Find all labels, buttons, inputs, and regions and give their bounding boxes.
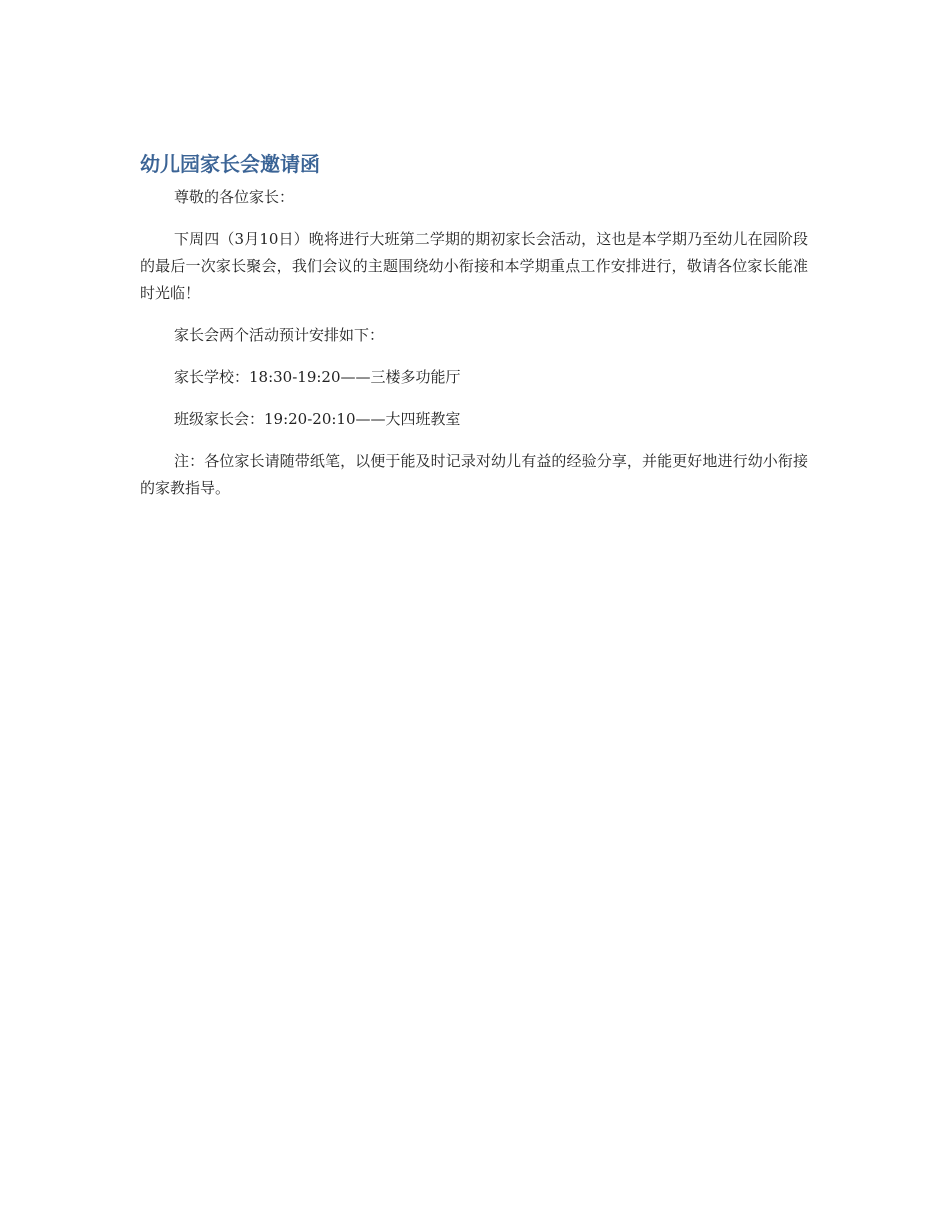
- paragraph-class-meeting: 班级家长会：19:20-20:10——大四班教室: [174, 410, 461, 428]
- paragraph-intro: 下周四（3月10日）晚将进行大班第二学期的期初家长会活动，这也是本学期乃至幼儿在园阶段的最后一次家长聚会，我们会议的主题围绕幼小衔接和本学期重点工作安排进行，敬请各位家长能准时光临！: [140, 230, 808, 302]
- paragraph-note: 注：各位家长请随带纸笔，以便于能及时记录对幼儿有益的经验分享，并能更好地进行幼小衔接的家教指导。: [140, 452, 808, 497]
- paragraph-schedule-intro: 家长会两个活动预计安排如下：: [174, 326, 385, 344]
- document-body: [140, 150, 808, 517]
- greeting: 尊敬的各位家长：: [174, 188, 295, 206]
- paragraph-parent-school: 家长学校：18:30-19:20——三楼多功能厅: [174, 368, 461, 386]
- document-title: 幼儿园家长会邀请函: [140, 152, 320, 176]
